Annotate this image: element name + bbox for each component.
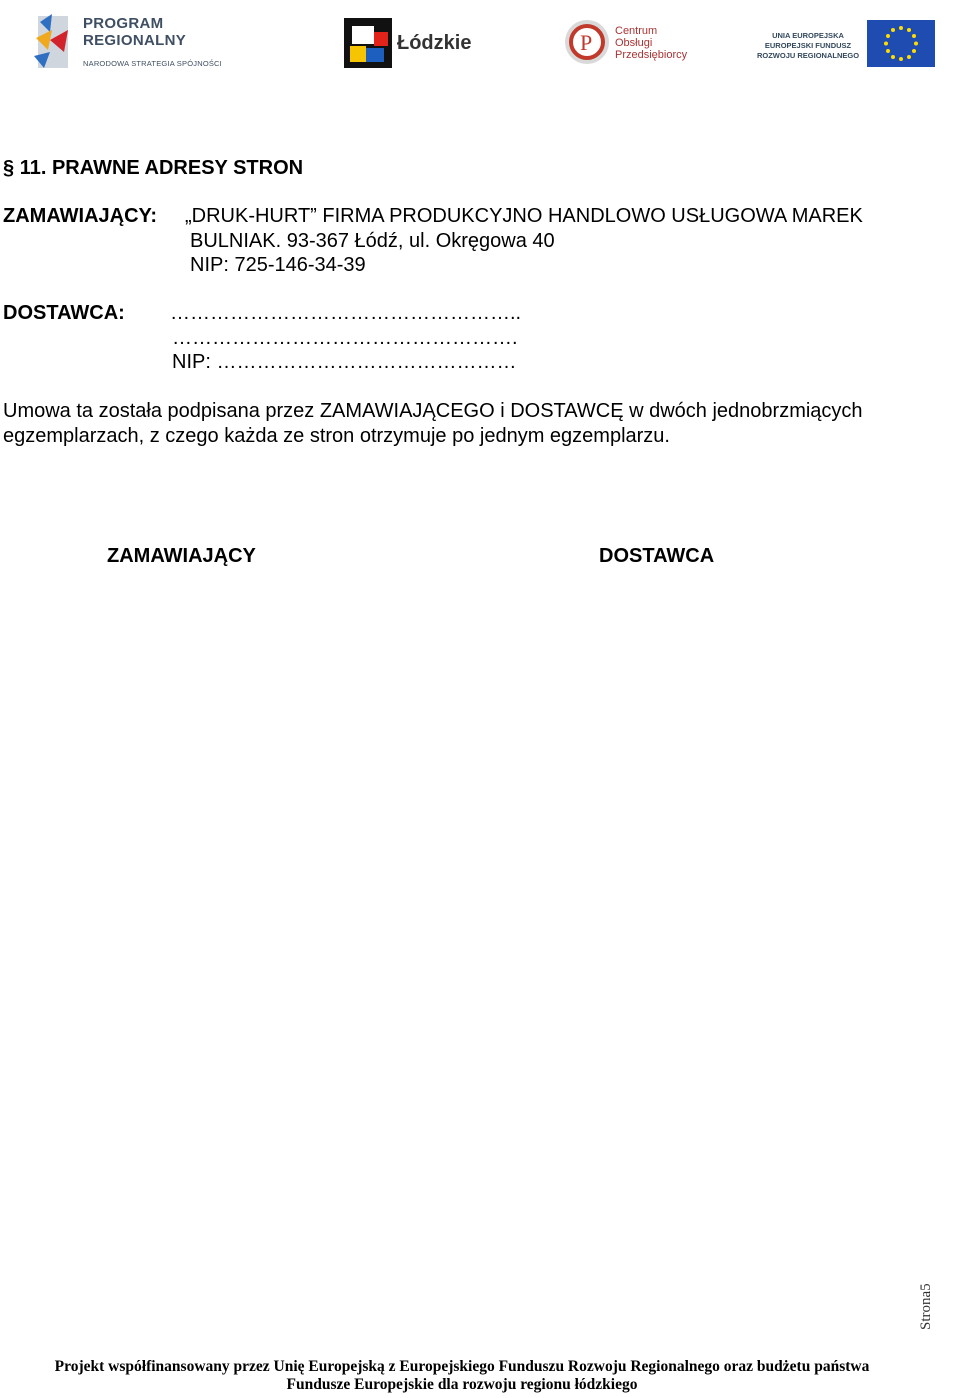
dostawca-nip-label: NIP: (172, 351, 211, 373)
eu-line3: ROZWOJU REGIONALNEGO (756, 51, 860, 60)
signature-dostawca: DOSTAWCA (599, 545, 715, 567)
svg-text:P: P (580, 30, 593, 55)
eu-line1: UNIA EUROPEJSKA (772, 31, 844, 40)
lodzkie-text: Łódzkie (397, 32, 472, 54)
section-title: 11. PRAWNE ADRESY STRON (19, 157, 304, 179)
logo-regionalny-text: REGIONALNY (83, 32, 187, 49)
lodzkie-logo (344, 18, 484, 70)
centrum-obslugi-logo (563, 17, 688, 69)
program-regionalny-emblem-icon (30, 10, 74, 72)
footer (0, 1358, 924, 1394)
centrum-emblem-icon (563, 17, 611, 67)
eu-logo (755, 20, 937, 70)
dostawca-label: DOSTAWCA: (3, 302, 125, 324)
logo-program-text: PROGRAM (83, 15, 164, 32)
dostawca-line2: ……………………………………………. (172, 327, 518, 349)
dostawca-nip-value: ……………………………………… (216, 351, 517, 373)
dostawca-line1: …………………………………………….. (170, 302, 522, 324)
przedsiebiorcy-text: Przedsiębiorcy (615, 49, 688, 61)
lodzkie-emblem-icon (344, 18, 392, 68)
dostawca-nip-row (172, 351, 516, 374)
zamawiajacy-nip: NIP: 725-146-34-39 (190, 254, 366, 276)
zamawiajacy-line1: „DRUK-HURT” FIRMA PRODUKCYJNO HANDLOWO USŁUGOWA MAREK (185, 205, 863, 227)
logo-bar (0, 0, 960, 90)
section-heading (3, 157, 303, 180)
logo-strategy-text: NARODOWA STRATEGIA SPÓJNOŚCI (83, 59, 222, 68)
program-regionalny-logo (30, 10, 230, 74)
eu-line2: EUROPEJSKI FUNDUSZ (764, 41, 852, 50)
signature-zamawiajacy: ZAMAWIAJĄCY (107, 545, 256, 567)
obslugi-text: Obsługi (615, 37, 653, 49)
eu-flag-icon (867, 20, 935, 67)
section-symbol: § (3, 157, 15, 179)
zamawiajacy-label: ZAMAWIAJĄCY: (3, 205, 158, 227)
footer-line2: Fundusze Europejskie dla rozwoju regionu łódzkiego (286, 1376, 638, 1393)
centrum-text: Centrum (615, 25, 658, 37)
zamawiajacy-line2: BULNIAK. 93-367 Łódź, ul. Okręgowa 40 (190, 230, 555, 252)
page-number: Strona5 (918, 1283, 934, 1330)
agreement-paragraph: Umowa ta została podpisana przez ZAMAWIAJĄCEGO i DOSTAWCĘ w dwóch jednobrzmiących egzemplarzach, z czego każda ze stron otrzymuje po jednym egzemplarzu. (3, 400, 863, 447)
footer-line1: Projekt współfinansowany przez Unię Europejską z Europejskiego Funduszu Rozwoju Regionalnego oraz budżetu państwa (54, 1358, 870, 1375)
